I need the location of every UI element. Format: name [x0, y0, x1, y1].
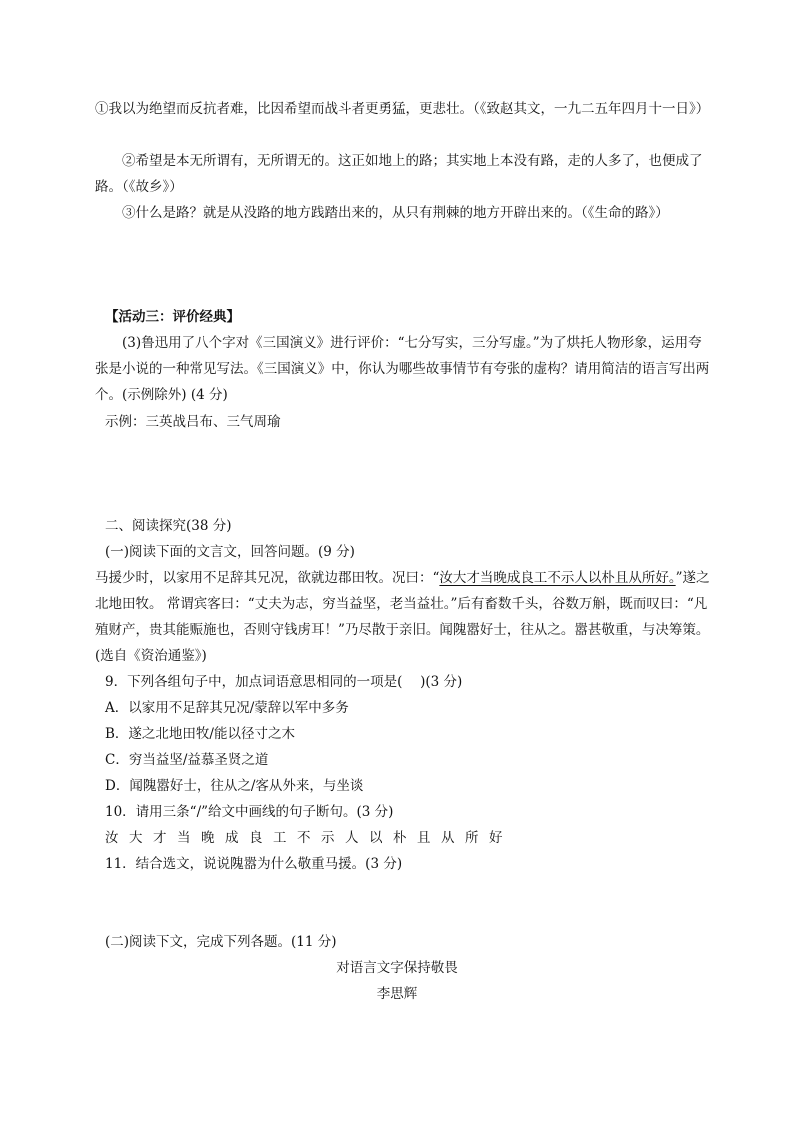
- passage-part-b: ”遂之北地田牧。 常谓宾客曰：“丈夫为志，穷当益坚，老当益壮。”后有畜数千头，谷数万斛，既而叹曰：“凡殖财产，贵其能赈施也，否则守钱虏耳！”乃尽散于亲旧。闻隗嚣好士，往从之。嚣甚敬重，与决筹策。(选自《资治通鉴》): [95, 570, 710, 664]
- question-10: 10．请用三条“/”给文中画线的句子断句。(3 分): [105, 804, 394, 820]
- part1-heading: (一)阅读下面的文言文，回答问题。(9 分): [105, 544, 355, 560]
- activity3-question: (3)鲁迅用了八个字对《三国演义》进行评价：“七分写实，三分写虚。”为了烘托人物形象，运用夸张是小说的一种常见写法。《三国演义》中，你认为哪些故事情节有夸张的虚构？请用简洁的语言写出两个。(示例除外) (4 分): [95, 335, 710, 403]
- quote-2-text: ②希望是本无所谓有，无所谓无的。这正如地上的路；其实地上本没有路，走的人多了，也便成了路。（《故乡》）: [95, 153, 703, 195]
- article-author: 李思辉: [376, 986, 418, 1002]
- q9-option-c: C．穷当益坚/益慕圣贤之道: [105, 752, 269, 768]
- quote-2: [95, 148, 715, 200]
- quote-1-text: ①我以为绝望而反抗者难，比因希望而战斗者更勇猛，更悲壮。（《致赵其文，一九二五年四月十一日》）: [95, 101, 710, 117]
- part2-heading: (二)阅读下文，完成下列各题。(11 分): [105, 934, 337, 950]
- q10-sentence: 汝大才当晚成良工不示人以朴且从所好: [105, 830, 513, 846]
- quote-1: [95, 96, 715, 122]
- activity3-example: 示例：三英战吕布、三气周瑜: [105, 414, 281, 430]
- article-title: 对语言文字保持敬畏: [336, 960, 458, 976]
- classical-passage: [95, 565, 715, 669]
- passage-part-a: 马援少时，以家用不足辞其兄况，欲就边郡田牧。况曰：“: [95, 570, 440, 586]
- q9-option-d: D．闻隗嚣好士，往从之/客从外来，与坐谈: [105, 778, 364, 794]
- q9-option-a: A．以家用不足辞其兄况/蒙辞以军中多务: [105, 700, 349, 716]
- activity3-title: 【活动三：评价经典】: [105, 309, 240, 325]
- question-11: 11．结合选文，说说隗嚣为什么敬重马援。(3 分): [105, 856, 403, 872]
- passage-underlined-sentence: 汝大才当晚成良工不示人以朴且从所好。: [439, 570, 676, 586]
- question-9: 9．下列各组句子中，加点词语意思相同的一项是( )(3 分): [105, 674, 463, 690]
- section2-title: 二、阅读探究(38 分): [105, 518, 232, 534]
- quote-3: [95, 200, 715, 226]
- quote-3-text: ③什么是路？就是从没路的地方践踏出来的，从只有荆棘的地方开辟出来的。（《生命的路》）: [122, 205, 669, 221]
- q9-option-b: B．遂之北地田牧/能以径寸之木: [105, 726, 295, 742]
